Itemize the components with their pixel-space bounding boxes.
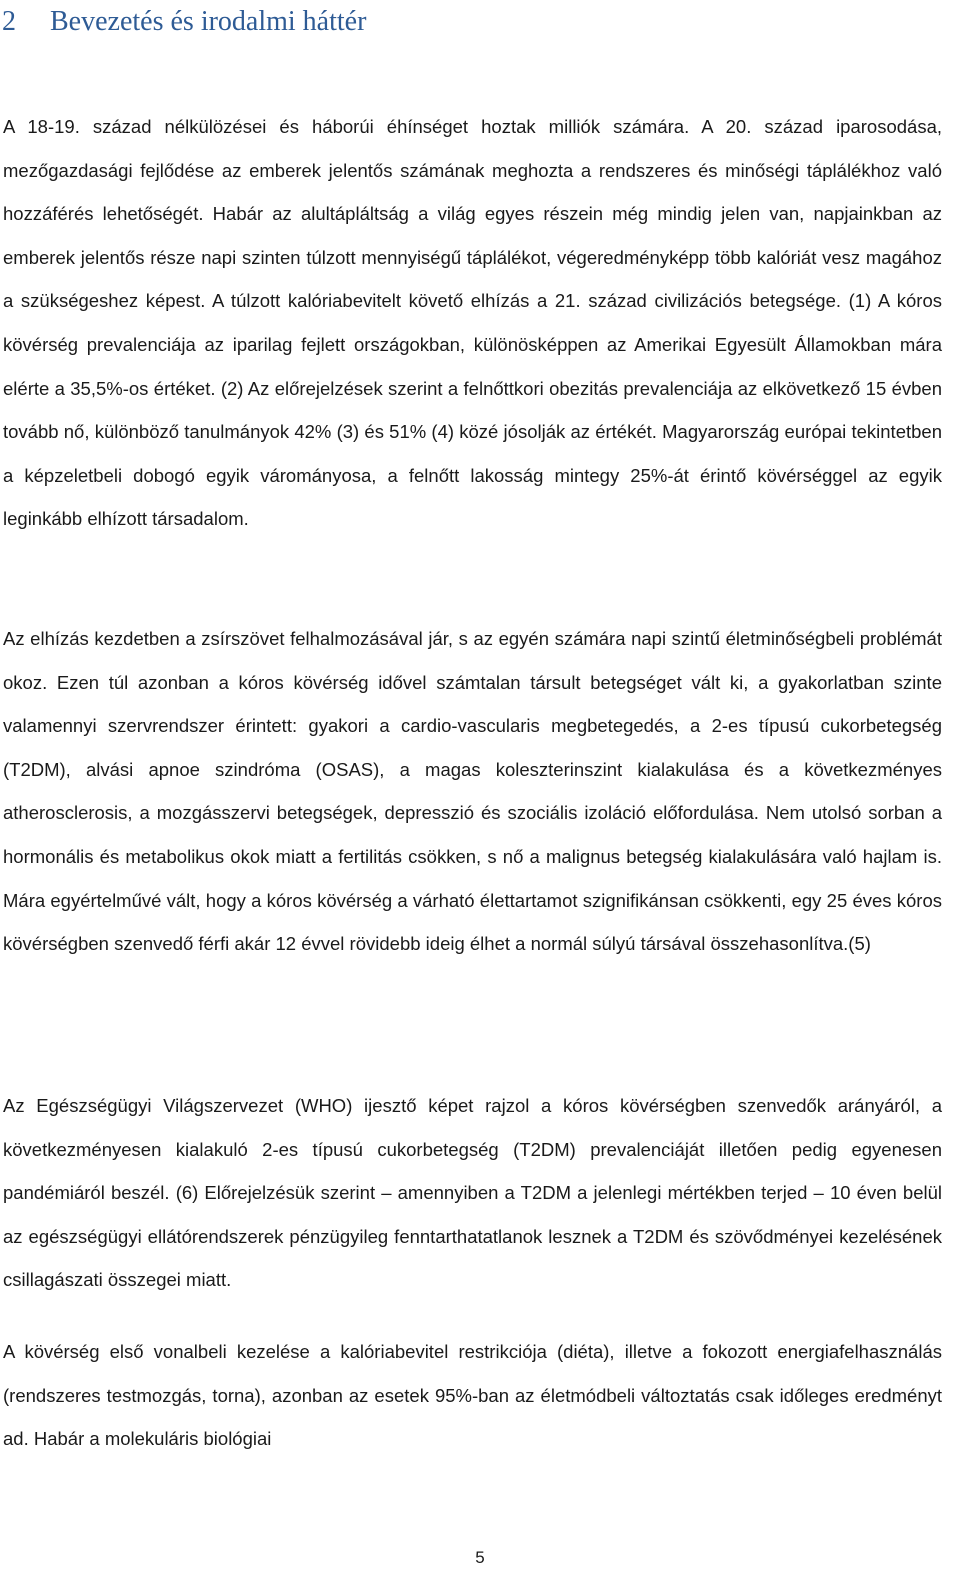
paragraph-3: Az Egészségügyi Világszervezet (WHO) ijesztő képet rajzol a kóros kövérségben szenvedők arányáról, a következményesen kialakuló 2-es típusú cukorbetegség (T2DM) prevalenciáját illetően pedig egyenesen pandémiáról beszél. (6) Előrejelzésük szerint – amennyiben a T2DM a jelenlegi mértékben terjed – 10 éven belül az egészségügyi ellátórendszerek pénzügyileg fenntarthatatlanok lesznek a T2DM és szövődményei kezelésének csillagászati összegei miatt. — [3, 1095, 942, 1291]
section-title: Bevezetés és irodalmi háttér — [50, 6, 367, 37]
section-number: 2 — [2, 6, 16, 37]
paragraph-1: A 18-19. század nélkülözései és háborúi éhínséget hoztak milliók számára. A 20. század iparosodása, mezőgazdasági fejlődése az emberek jelentős számának meghozta a rendszeres és minőségi táplálékhoz való hozzáférés lehetőségét. Habár az alultápláltság a világ egyes részein még mindig jelen van, napjainkban az emberek jelentős része napi szinten túlzott mennyiségű táplálékot, végeredményképp több kalóriát vesz magához a szükségeshez képest. A túlzott kalóriabevitelt követő elhízás a 21. század civilizációs betegsége. (1) A kóros kövérség prevalenciája az iparilag fejlett országokban, különösképpen az Amerikai Egyesült Államokban mára elérte a 35,5%-os értéket. (2) Az előrejelzések szerint a felnőttkori obezitás prevalenciája az elkövetkező 15 évben tovább nő, különböző tanulmányok 42% (3) és 51% (4) közé jósolják az értékét. Magyarország európai tekintetben a képzeletbeli dobogó egyik várományosa, a felnőtt lakosság mintegy 25%-át érintő kövérséggel az egyik leginkább elhízott társadalom. — [3, 116, 942, 530]
section-heading — [2, 2, 366, 42]
paragraph-4: A kövérség első vonalbeli kezelése a kalóriabevitel restrikciója (diéta), illetve a fokozott energiafelhasználás (rendszeres testmozgás, torna), azonban az esetek 95%-ban az életmódbeli változtatás csak időleges eredményt ad. Habár a molekuláris biológiai — [3, 1341, 942, 1450]
paragraph-2: Az elhízás kezdetben a zsírszövet felhalmozásával jár, s az egyén számára napi szintű életminőségbeli problémát okoz. Ezen túl azonban a kóros kövérség idővel számtalan társult betegséget vált ki, a gyakorlatban szinte valamennyi szervrendszer érintett: gyakori a cardio-vascularis megbetegedés, a 2-es típusú cukorbetegség (T2DM), alvási apnoe szindróma (OSAS), a magas koleszterinszint kialakulása és a következményes atherosclerosis, a mozgásszervi betegségek, depresszió és szociális izoláció előfordulása. Nem utolsó sorban a hormonális és metabolikus okok miatt a fertilitás csökken, s nő a malignus betegség kialakulására való hajlam is. Mára egyértelművé vált, hogy a kóros kövérség a várható élettartamot szignifikánsan csökkenti, egy 25 éves kóros kövérségben szenvedő férfi akár 12 évvel rövidebb ideig élhet a normál súlyú társával összehasonlítva.(5) — [3, 628, 942, 955]
page-number: 5 — [475, 1548, 485, 1567]
